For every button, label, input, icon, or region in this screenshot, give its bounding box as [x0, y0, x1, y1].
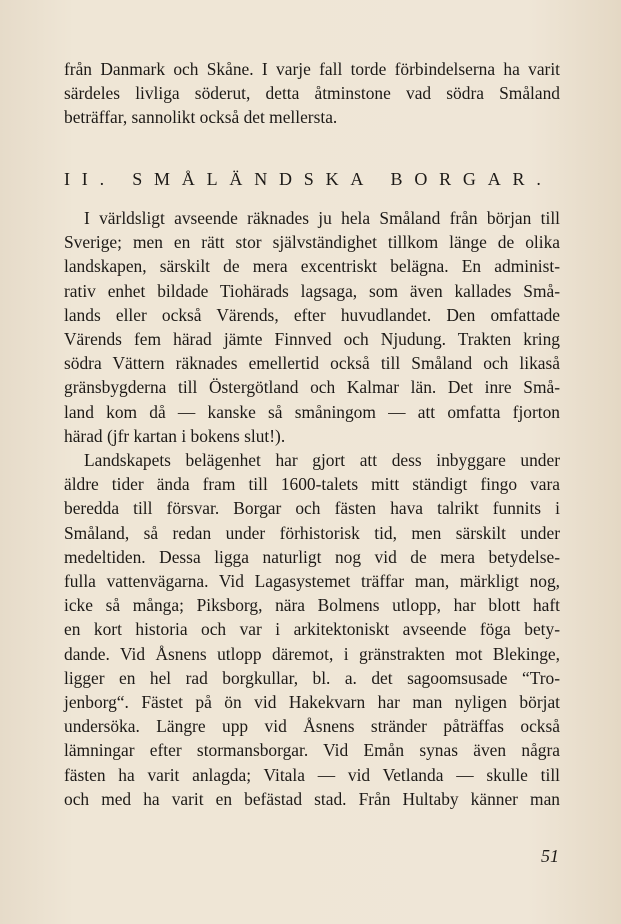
- text-line: en kort historia och var i arkitektoniskt avseende föga bety-: [64, 619, 560, 640]
- text-line: fästen ha varit anlagda; Vitala — vid Vetlanda — skulle till: [64, 764, 560, 785]
- text-line: rativ enhet bildade Tiohärads lagsaga, som även kallades Små-: [64, 280, 560, 301]
- text-line: beträffar, sannolikt också det mellersta.: [64, 107, 338, 128]
- text-line: Landskapets belägenhet har gjort att dess inbyggare under: [84, 450, 560, 471]
- text-line: jenborg“. Fästet på ön vid Hakekvarn har man nyligen börjat: [64, 692, 560, 713]
- text-line: land kom då — kanske så småningom — att omfatta fjorton: [64, 401, 560, 422]
- text-line: ligger en hel rad borgkullar, bl. a. det sagoomsusade “Tro-: [64, 667, 560, 688]
- text-line: dande. Vid Åsnens utlopp däremot, i gränstrakten mot Blekinge,: [64, 643, 560, 664]
- text-line: beredda till försvar. Borgar och fästen hava talrikt funnits i: [64, 498, 560, 519]
- text-line: äldre tider ända fram till 1600-talets mitt ständigt fingo vara: [64, 474, 560, 495]
- text-line: icke så många; Piksborg, nära Bolmens utlopp, har blott haft: [64, 595, 560, 616]
- text-line: Sverige; men en rätt stor självständighet tillkom länge de olika: [64, 232, 560, 253]
- text-line: södra Vättern räknades emellertid också till Småland och likaså: [64, 353, 560, 374]
- text-line: I världsligt avseende räknades ju hela Småland från början till: [84, 208, 560, 228]
- text-line: fulla vattenvägarna. Vid Lagasystemet träffar man, märkligt nog,: [64, 571, 560, 592]
- text-line: lämningar efter stormansborgar. Vid Emån synas även några: [64, 740, 560, 761]
- text-line: gränsbygderna till Östergötland och Kalmar län. Det inre Små-: [64, 377, 560, 398]
- text-line: från Danmark och Skåne. I varje fall torde förbindelserna ha varit: [64, 59, 560, 79]
- section-heading: II. SMÅLÄNDSKA BORGAR.: [64, 169, 553, 189]
- page-number: 51: [541, 846, 559, 866]
- body-text: [64, 206, 560, 811]
- text-line: och med ha varit en befästad stad. Från Hultaby känner man: [64, 788, 560, 809]
- text-line: Småland, så redan under förhistorisk tid, men särskilt under: [64, 522, 560, 543]
- intro-paragraph: [64, 57, 560, 130]
- text-line: landskapen, särskilt de mera excentriskt belägna. En administ-: [64, 256, 560, 277]
- text-line: särdeles livliga söderut, detta åtminstone vad södra Småland: [64, 83, 560, 104]
- text-line: Värends fem härad jämte Finnved och Njudung. Trakten kring: [64, 329, 560, 350]
- text-line: lands eller också Värends, efter huvudlandet. Den omfattade: [64, 304, 560, 325]
- text-line: medeltiden. Dessa ligga naturligt nog vid de mera betydelse-: [64, 546, 560, 567]
- text-line: härad (jfr kartan i bokens slut!).: [64, 425, 286, 446]
- text-line: undersöka. Längre upp vid Åsnens stränder påträffas också: [64, 716, 560, 737]
